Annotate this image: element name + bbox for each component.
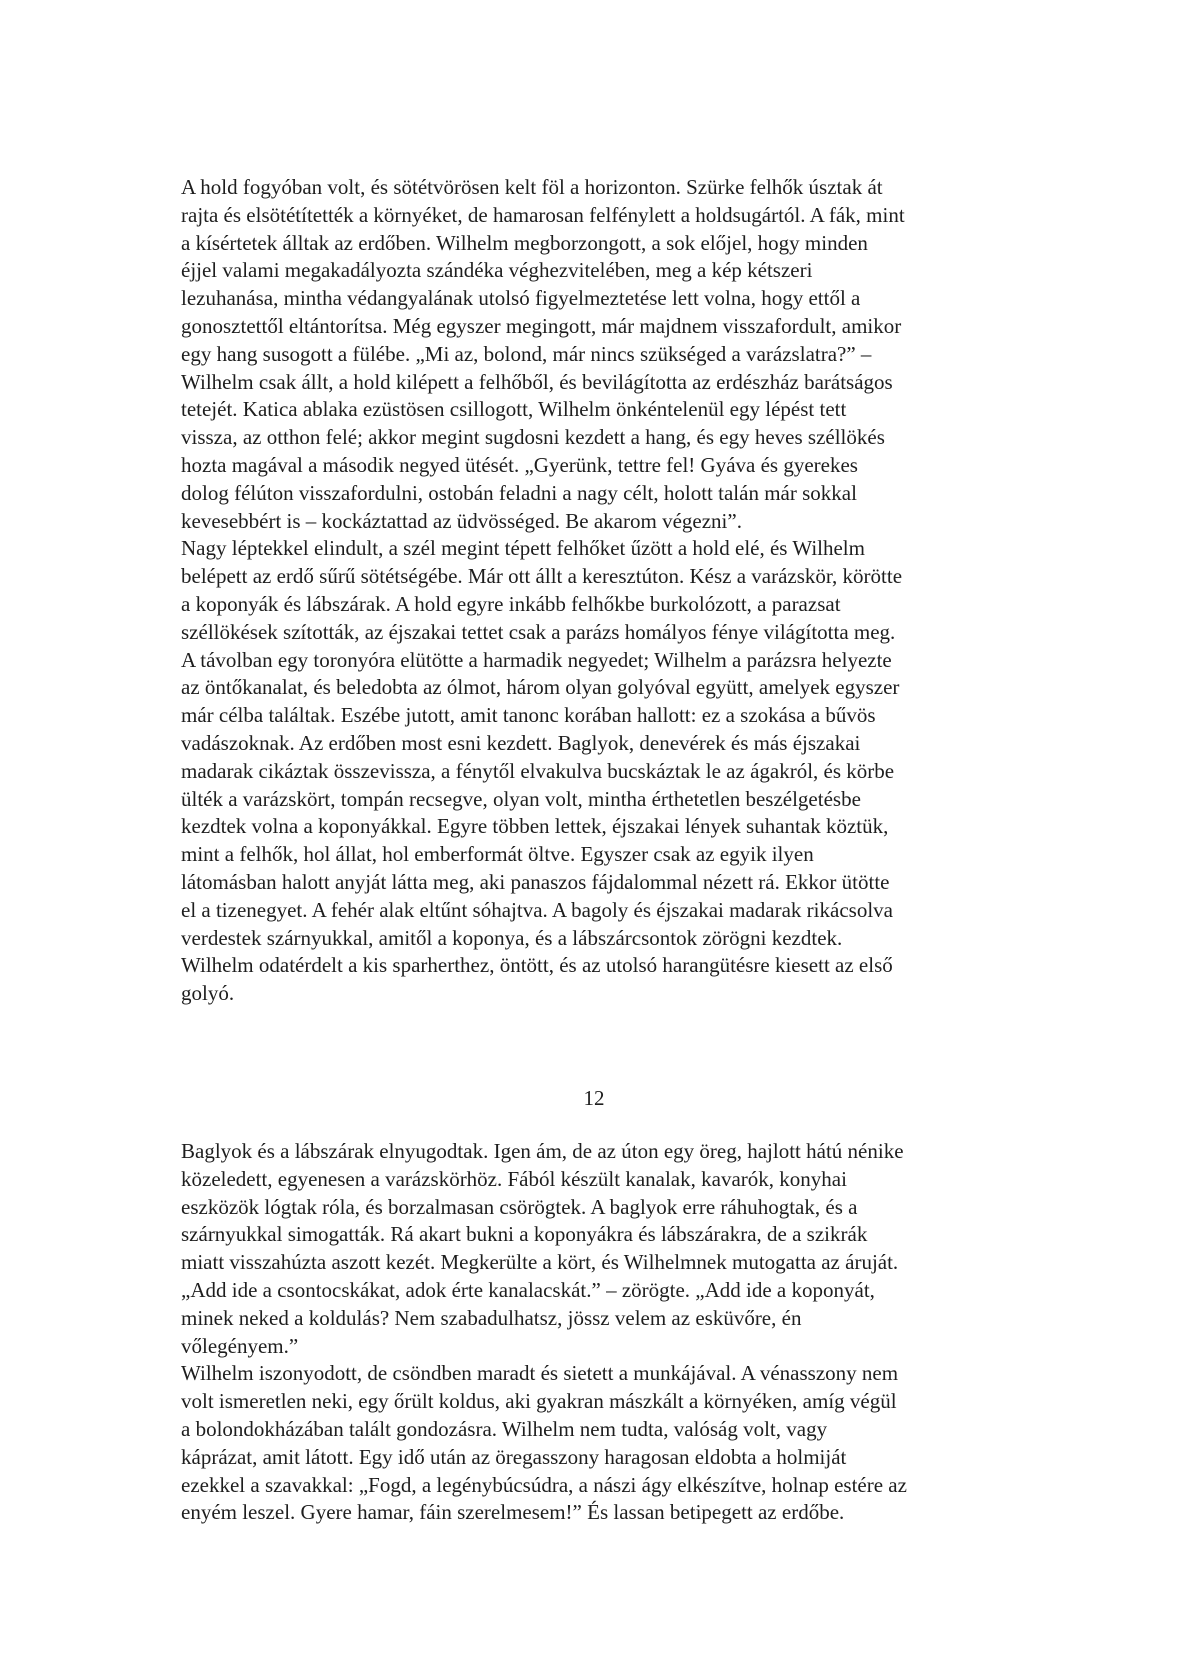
text-line: közeledett, egyenesen a varázskörhöz. Fából készült kanalak, kavarók, konyhai	[181, 1166, 847, 1191]
text-line: golyó.	[181, 981, 235, 1006]
text-line: kevesebbért is – kockáztattad az üdvösséged. Be akarom végezni”.	[181, 508, 742, 533]
text-line: a kísértetek álltak az erdőben. Wilhelm megborzongott, a sok előjel, hogy minden	[181, 230, 868, 255]
text-line: miatt visszahúzta aszott kezét. Megkerülte a kört, és Wilhelmnek mutogatta az áruját.	[181, 1250, 899, 1275]
text-line: vadászoknak. Az erdőben most esni kezdett. Baglyok, denevérek és más éjszakai	[181, 730, 861, 755]
text-line: ülték a varázskört, tompán recsegve, olyan volt, mintha érthetetlen beszélgetésbe	[181, 786, 861, 811]
text-line: verdestek szárnyukkal, amitől a koponya, és a lábszárcsontok zörögni kezdtek.	[181, 925, 843, 950]
text-line: már célba találtak. Eszébe jutott, amit tanonc korában hallott: ez a szokása a bűvös	[181, 703, 876, 728]
text-line: A hold fogyóban volt, és sötétvörösen kelt föl a horizonton. Szürke felhők úsztak át	[181, 175, 883, 199]
text-line: káprázat, amit látott. Egy idő után az öregasszony haragosan eldobta a holmiját	[181, 1444, 847, 1469]
text-line: rajta és elsötétítették a környéket, de hamarosan felfénylett a holdsugártól. A fák, mint	[181, 202, 905, 227]
text-line: Wilhelm odatérdelt a kis sparherthez, öntött, és az utolsó harangütésre kiesett az első	[181, 953, 893, 978]
text-line: hozta magával a második negyed ütését. „Gyerünk, tettre fel! Gyáva és gyerekes	[181, 452, 858, 477]
chapter-number: 12	[583, 1086, 605, 1110]
text-line: vőlegényem.”	[181, 1333, 299, 1358]
paragraph	[181, 535, 1031, 1008]
text-line: „Add ide a csontocskákat, adok érte kanalacskát.” – zörögte. „Add ide a koponyát,	[181, 1277, 875, 1302]
text-line: mint a felhők, hol állat, hol emberformát öltve. Egyszer csak az egyik ilyen	[181, 842, 814, 867]
text-line: a bolondokházában talált gondozásra. Wilhelm nem tudta, valóság volt, vagy	[181, 1416, 828, 1441]
section-one	[181, 174, 1031, 1008]
paragraph	[181, 174, 1031, 535]
text-line: enyém leszel. Gyere hamar, fáin szerelmesem!” És lassan betipegett az erdőbe.	[181, 1500, 845, 1525]
text-line: Wilhelm csak állt, a hold kilépett a felhőből, és bevilágította az erdészház barátságos	[181, 369, 893, 394]
text-line: madarak cikáztak összevissza, a fénytől elvakulva bucskáztak le az ágakról, és körbe	[181, 758, 895, 783]
text-line: dolog félúton visszafordulni, ostobán feladni a nagy célt, holott talán már sokkal	[181, 480, 857, 505]
text-line: belépett az erdő sűrű sötétségébe. Már ott állt a keresztúton. Kész a varázskör, körötte	[181, 564, 903, 589]
paragraph	[181, 1138, 1031, 1360]
text-line: egy hang susogott a fülébe. „Mi az, bolond, már nincs szükséged a varázslatra?” –	[181, 341, 872, 366]
text-line: Wilhelm iszonyodott, de csöndben maradt és sietett a munkájával. A vénasszony nem	[181, 1361, 899, 1386]
text-line: látomásban halott anyját látta meg, aki panaszos fájdalommal nézett rá. Ekkor ütötte	[181, 869, 890, 894]
text-line: gonosztettől eltántorítsa. Még egyszer megingott, már majdnem visszafordult, amikor	[181, 313, 902, 338]
text-line: a koponyák és lábszárak. A hold egyre inkább felhőkbe burkolózott, a parazsat	[181, 591, 841, 616]
text-line: eszközök lógtak róla, és borzalmasan csörögtek. A baglyok erre ráhuhogtak, és a	[181, 1194, 858, 1219]
text-line: Baglyok és a lábszárak elnyugodtak. Igen ám, de az úton egy öreg, hajlott hátú nénike	[181, 1139, 904, 1163]
text-line: szárnyukkal simogatták. Rá akart bukni a koponyákra és lábszárakra, de a szikrák	[181, 1222, 868, 1247]
text-line: Nagy léptekkel elindult, a szél megint tépett felhőket űzött a hold elé, és Wilhelm	[181, 536, 865, 561]
text-line: volt ismeretlen neki, egy őrült koldus, aki gyakran mászkált a környéken, amíg végül	[181, 1389, 897, 1414]
text-line: éjjel valami megakadályozta szándéka véghezvitelében, meg a kép kétszeri	[181, 258, 813, 283]
text-line: kezdtek volna a koponyákkal. Egyre többen lettek, éjszakai lények suhantak köztük,	[181, 814, 889, 839]
text-line: az öntőkanalat, és beledobta az ólmot, három olyan golyóval együtt, amelyek egyszer	[181, 675, 900, 700]
text-line: széllökések szították, az éjszakai tettet csak a parázs homályos fénye világította meg.	[181, 619, 896, 644]
paragraph	[181, 1360, 1031, 1527]
text-line: minek neked a koldulás? Nem szabadulhatsz, jössz velem az esküvőre, én	[181, 1305, 802, 1330]
text-line: lezuhanása, mintha védangyalának utolsó figyelmeztetése lett volna, hogy ettől a	[181, 286, 861, 311]
text-line: el a tizenegyet. A fehér alak eltűnt sóhajtva. A bagoly és éjszakai madarak rikácsolva	[181, 897, 893, 922]
text-line: A távolban egy toronyóra elütötte a harmadik negyedet; Wilhelm a parázsra helyezte	[181, 647, 892, 672]
text-line: ezekkel a szavakkal: „Fogd, a legénybúcsúdra, a nászi ágy elkészítve, holnap estére az	[181, 1472, 907, 1497]
section-two	[181, 1138, 1031, 1527]
text-line: tetejét. Katica ablaka ezüstösen csillogott, Wilhelm önkéntelenül egy lépést tett	[181, 397, 847, 422]
text-line: vissza, az otthon felé; akkor megint sugdosni kezdett a hang, és egy heves széllökés	[181, 425, 885, 450]
